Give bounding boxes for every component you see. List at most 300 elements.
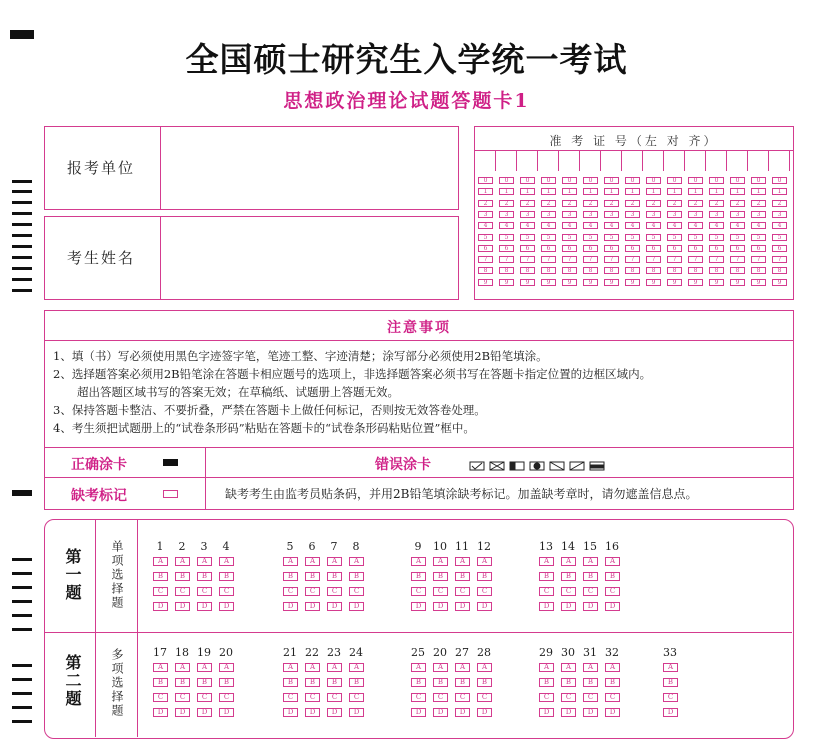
id-digit-bubble[interactable]: 9	[583, 279, 598, 286]
option-bubble[interactable]: C	[605, 693, 620, 702]
id-digit-bubble[interactable]: 2	[604, 200, 619, 207]
option-bubble[interactable]: D	[153, 602, 168, 611]
id-digit-bubble[interactable]: 0	[709, 177, 724, 184]
option-bubble[interactable]: A	[175, 663, 190, 672]
option-bubble[interactable]: D	[283, 602, 298, 611]
id-digit-bubble[interactable]: 2	[625, 200, 640, 207]
option-bubble[interactable]: D	[153, 708, 168, 717]
id-digit-bubble[interactable]: 8	[604, 267, 619, 274]
id-digit-bubble[interactable]: 3	[604, 211, 619, 218]
id-digit-bubble[interactable]: 9	[478, 279, 493, 286]
option-bubble[interactable]: C	[433, 587, 448, 596]
id-digit-bubble[interactable]: 6	[751, 245, 766, 252]
option-bubble[interactable]: C	[583, 587, 598, 596]
option-bubble[interactable]: B	[219, 572, 234, 581]
option-bubble[interactable]: A	[283, 557, 298, 566]
option-bubble[interactable]: B	[305, 678, 320, 687]
option-bubble[interactable]: D	[219, 708, 234, 717]
option-bubble[interactable]: A	[219, 663, 234, 672]
id-digit-bubble[interactable]: 6	[541, 245, 556, 252]
option-bubble[interactable]: B	[477, 572, 492, 581]
id-digit-bubble[interactable]: 7	[751, 256, 766, 263]
id-digit-bubble[interactable]: 8	[688, 267, 703, 274]
id-digit-bubble[interactable]: 5	[625, 234, 640, 241]
id-digit-bubble[interactable]: 1	[520, 188, 535, 195]
option-bubble[interactable]: B	[455, 572, 470, 581]
id-write-cell[interactable]	[770, 151, 790, 171]
option-bubble[interactable]: C	[433, 693, 448, 702]
id-digit-bubble[interactable]: 9	[625, 279, 640, 286]
option-bubble[interactable]: C	[349, 693, 364, 702]
option-bubble[interactable]: D	[219, 602, 234, 611]
option-bubble[interactable]: A	[583, 557, 598, 566]
id-digit-bubble[interactable]: 1	[646, 188, 661, 195]
option-bubble[interactable]: A	[349, 663, 364, 672]
id-digit-bubble[interactable]: 9	[646, 279, 661, 286]
id-digit-bubble[interactable]: 6	[625, 245, 640, 252]
id-digit-bubble[interactable]: 0	[646, 177, 661, 184]
id-write-cell[interactable]	[707, 151, 727, 171]
option-bubble[interactable]: A	[411, 663, 426, 672]
id-digit-bubble[interactable]: 4	[562, 222, 577, 229]
absent-mark-checkbox[interactable]	[163, 490, 178, 498]
option-bubble[interactable]: D	[455, 602, 470, 611]
id-digit-bubble[interactable]: 4	[520, 222, 535, 229]
id-digit-bubble[interactable]: 8	[751, 267, 766, 274]
id-digit-bubble[interactable]: 9	[520, 279, 535, 286]
id-digit-bubble[interactable]: 9	[730, 279, 745, 286]
option-bubble[interactable]: D	[477, 602, 492, 611]
option-bubble[interactable]: A	[153, 557, 168, 566]
option-bubble[interactable]: A	[455, 557, 470, 566]
id-digit-bubble[interactable]: 0	[730, 177, 745, 184]
id-digit-bubble[interactable]: 2	[520, 200, 535, 207]
id-digit-bubble[interactable]: 6	[646, 245, 661, 252]
option-bubble[interactable]: A	[327, 663, 342, 672]
option-bubble[interactable]: A	[477, 557, 492, 566]
option-bubble[interactable]: A	[175, 557, 190, 566]
option-bubble[interactable]: B	[561, 678, 576, 687]
id-digit-bubble[interactable]: 3	[751, 211, 766, 218]
option-bubble[interactable]: D	[455, 708, 470, 717]
id-digit-bubble[interactable]: 0	[688, 177, 703, 184]
option-bubble[interactable]: A	[305, 663, 320, 672]
id-digit-bubble[interactable]: 3	[625, 211, 640, 218]
id-digit-bubble[interactable]: 0	[667, 177, 682, 184]
option-bubble[interactable]: C	[477, 587, 492, 596]
option-bubble[interactable]: C	[219, 693, 234, 702]
option-bubble[interactable]: C	[175, 587, 190, 596]
id-digit-bubble[interactable]: 8	[499, 267, 514, 274]
option-bubble[interactable]: C	[153, 693, 168, 702]
id-digit-bubble[interactable]: 0	[604, 177, 619, 184]
option-bubble[interactable]: D	[583, 708, 598, 717]
option-bubble[interactable]: D	[583, 602, 598, 611]
id-digit-bubble[interactable]: 4	[625, 222, 640, 229]
id-digit-bubble[interactable]: 5	[772, 234, 787, 241]
option-bubble[interactable]: A	[283, 663, 298, 672]
option-bubble[interactable]: A	[477, 663, 492, 672]
id-digit-bubble[interactable]: 7	[625, 256, 640, 263]
id-digit-bubble[interactable]: 5	[520, 234, 535, 241]
option-bubble[interactable]: A	[539, 557, 554, 566]
id-digit-bubble[interactable]: 7	[478, 256, 493, 263]
id-digit-bubble[interactable]: 6	[709, 245, 724, 252]
id-digit-bubble[interactable]: 3	[772, 211, 787, 218]
id-digit-bubble[interactable]: 6	[667, 245, 682, 252]
id-digit-bubble[interactable]: 2	[772, 200, 787, 207]
option-bubble[interactable]: B	[283, 572, 298, 581]
option-bubble[interactable]: B	[539, 572, 554, 581]
option-bubble[interactable]: C	[455, 693, 470, 702]
option-bubble[interactable]: D	[175, 708, 190, 717]
id-digit-bubble[interactable]: 4	[772, 222, 787, 229]
option-bubble[interactable]: A	[219, 557, 234, 566]
id-digit-bubble[interactable]: 3	[478, 211, 493, 218]
id-digit-bubble[interactable]: 5	[730, 234, 745, 241]
option-bubble[interactable]: A	[561, 663, 576, 672]
id-digit-bubble[interactable]: 1	[688, 188, 703, 195]
id-digit-bubble[interactable]: 0	[583, 177, 598, 184]
id-digit-bubble[interactable]: 1	[583, 188, 598, 195]
option-bubble[interactable]: D	[411, 708, 426, 717]
option-bubble[interactable]: B	[477, 678, 492, 687]
id-digit-bubble[interactable]: 8	[562, 267, 577, 274]
id-digit-bubble[interactable]: 1	[772, 188, 787, 195]
option-bubble[interactable]: B	[305, 572, 320, 581]
option-bubble[interactable]: D	[349, 602, 364, 611]
id-digit-bubble[interactable]: 4	[709, 222, 724, 229]
id-digit-bubble[interactable]: 9	[751, 279, 766, 286]
id-digit-bubble[interactable]: 9	[688, 279, 703, 286]
id-digit-bubble[interactable]: 7	[562, 256, 577, 263]
id-digit-bubble[interactable]: 3	[541, 211, 556, 218]
option-bubble[interactable]: A	[605, 557, 620, 566]
id-digit-bubble[interactable]: 3	[667, 211, 682, 218]
id-digit-bubble[interactable]: 1	[709, 188, 724, 195]
id-digit-bubble[interactable]: 0	[751, 177, 766, 184]
id-digit-bubble[interactable]: 1	[499, 188, 514, 195]
id-digit-bubble[interactable]: 2	[730, 200, 745, 207]
option-bubble[interactable]: D	[539, 602, 554, 611]
option-bubble[interactable]: A	[433, 557, 448, 566]
id-digit-bubble[interactable]: 1	[625, 188, 640, 195]
id-digit-bubble[interactable]: 6	[688, 245, 703, 252]
id-digit-bubble[interactable]: 8	[520, 267, 535, 274]
option-bubble[interactable]: A	[411, 557, 426, 566]
id-digit-bubble[interactable]: 9	[667, 279, 682, 286]
option-bubble[interactable]: A	[605, 663, 620, 672]
id-digit-bubble[interactable]: 4	[478, 222, 493, 229]
id-digit-bubble[interactable]: 7	[541, 256, 556, 263]
id-digit-bubble[interactable]: 0	[562, 177, 577, 184]
option-bubble[interactable]: D	[411, 602, 426, 611]
option-bubble[interactable]: C	[305, 693, 320, 702]
option-bubble[interactable]: C	[283, 693, 298, 702]
id-digit-bubble[interactable]: 6	[478, 245, 493, 252]
option-bubble[interactable]: C	[411, 587, 426, 596]
id-write-cell[interactable]	[665, 151, 685, 171]
option-bubble[interactable]: C	[197, 587, 212, 596]
option-bubble[interactable]: A	[197, 557, 212, 566]
id-digit-bubble[interactable]: 3	[520, 211, 535, 218]
id-digit-bubble[interactable]: 4	[667, 222, 682, 229]
id-digit-bubble[interactable]: 5	[751, 234, 766, 241]
id-digit-bubble[interactable]: 5	[646, 234, 661, 241]
id-digit-bubble[interactable]: 8	[709, 267, 724, 274]
id-digit-bubble[interactable]: 5	[562, 234, 577, 241]
option-bubble[interactable]: B	[411, 572, 426, 581]
option-bubble[interactable]: A	[327, 557, 342, 566]
option-bubble[interactable]: D	[175, 602, 190, 611]
id-digit-bubble[interactable]: 8	[541, 267, 556, 274]
id-digit-bubble[interactable]: 2	[709, 200, 724, 207]
id-digit-bubble[interactable]: 0	[499, 177, 514, 184]
option-bubble[interactable]: D	[477, 708, 492, 717]
id-digit-bubble[interactable]: 4	[646, 222, 661, 229]
id-digit-bubble[interactable]: 5	[478, 234, 493, 241]
option-bubble[interactable]: C	[349, 587, 364, 596]
id-digit-bubble[interactable]: 8	[772, 267, 787, 274]
id-digit-bubble[interactable]: 1	[541, 188, 556, 195]
option-bubble[interactable]: C	[175, 693, 190, 702]
option-bubble[interactable]: C	[219, 587, 234, 596]
id-write-cell[interactable]	[644, 151, 664, 171]
id-write-cell[interactable]	[476, 151, 496, 171]
id-digit-bubble[interactable]: 7	[709, 256, 724, 263]
id-digit-bubble[interactable]: 7	[499, 256, 514, 263]
id-digit-bubble[interactable]: 3	[562, 211, 577, 218]
id-digit-bubble[interactable]: 1	[604, 188, 619, 195]
option-bubble[interactable]: C	[663, 693, 678, 702]
option-bubble[interactable]: B	[219, 678, 234, 687]
option-bubble[interactable]: B	[327, 572, 342, 581]
id-digit-bubble[interactable]: 4	[499, 222, 514, 229]
id-digit-bubble[interactable]: 5	[667, 234, 682, 241]
option-bubble[interactable]: A	[349, 557, 364, 566]
option-bubble[interactable]: D	[197, 708, 212, 717]
option-bubble[interactable]: D	[605, 708, 620, 717]
id-digit-bubble[interactable]: 2	[541, 200, 556, 207]
id-digit-bubble[interactable]: 2	[667, 200, 682, 207]
id-digit-bubble[interactable]: 6	[520, 245, 535, 252]
id-write-cell[interactable]	[728, 151, 748, 171]
id-digit-bubble[interactable]: 0	[625, 177, 640, 184]
option-bubble[interactable]: A	[197, 663, 212, 672]
option-bubble[interactable]: A	[583, 663, 598, 672]
option-bubble[interactable]: B	[349, 678, 364, 687]
id-digit-bubble[interactable]: 7	[646, 256, 661, 263]
id-digit-bubble[interactable]: 6	[604, 245, 619, 252]
option-bubble[interactable]: C	[153, 587, 168, 596]
id-digit-bubble[interactable]: 9	[562, 279, 577, 286]
id-digit-bubble[interactable]: 7	[520, 256, 535, 263]
option-bubble[interactable]: D	[327, 708, 342, 717]
id-digit-bubble[interactable]: 8	[667, 267, 682, 274]
id-digit-bubble[interactable]: 1	[478, 188, 493, 195]
option-bubble[interactable]: B	[197, 572, 212, 581]
option-bubble[interactable]: D	[433, 708, 448, 717]
option-bubble[interactable]: B	[175, 678, 190, 687]
id-digit-bubble[interactable]: 9	[499, 279, 514, 286]
id-digit-bubble[interactable]: 8	[646, 267, 661, 274]
id-digit-bubble[interactable]: 7	[604, 256, 619, 263]
option-bubble[interactable]: C	[561, 587, 576, 596]
id-digit-bubble[interactable]: 3	[730, 211, 745, 218]
option-bubble[interactable]: D	[197, 602, 212, 611]
id-digit-bubble[interactable]: 3	[583, 211, 598, 218]
id-digit-bubble[interactable]: 3	[709, 211, 724, 218]
option-bubble[interactable]: B	[283, 678, 298, 687]
option-bubble[interactable]: C	[283, 587, 298, 596]
option-bubble[interactable]: C	[561, 693, 576, 702]
id-digit-bubble[interactable]: 5	[583, 234, 598, 241]
option-bubble[interactable]: D	[605, 602, 620, 611]
option-bubble[interactable]: B	[411, 678, 426, 687]
id-digit-bubble[interactable]: 2	[646, 200, 661, 207]
id-digit-bubble[interactable]: 4	[541, 222, 556, 229]
id-digit-bubble[interactable]: 8	[730, 267, 745, 274]
id-digit-bubble[interactable]: 9	[604, 279, 619, 286]
option-bubble[interactable]: C	[477, 693, 492, 702]
option-bubble[interactable]: C	[539, 693, 554, 702]
id-digit-bubble[interactable]: 2	[562, 200, 577, 207]
option-bubble[interactable]: D	[283, 708, 298, 717]
option-bubble[interactable]: A	[455, 663, 470, 672]
id-digit-bubble[interactable]: 1	[562, 188, 577, 195]
option-bubble[interactable]: B	[561, 572, 576, 581]
id-digit-bubble[interactable]: 7	[730, 256, 745, 263]
option-bubble[interactable]: D	[539, 708, 554, 717]
id-digit-bubble[interactable]: 2	[688, 200, 703, 207]
option-bubble[interactable]: C	[455, 587, 470, 596]
option-bubble[interactable]: D	[433, 602, 448, 611]
option-bubble[interactable]: D	[305, 602, 320, 611]
option-bubble[interactable]: C	[327, 693, 342, 702]
id-write-cell[interactable]	[581, 151, 601, 171]
option-bubble[interactable]: A	[539, 663, 554, 672]
id-digit-bubble[interactable]: 2	[751, 200, 766, 207]
id-write-cell[interactable]	[518, 151, 538, 171]
id-digit-bubble[interactable]: 8	[478, 267, 493, 274]
id-digit-bubble[interactable]: 4	[583, 222, 598, 229]
id-write-cell[interactable]	[602, 151, 622, 171]
option-bubble[interactable]: B	[433, 678, 448, 687]
option-bubble[interactable]: C	[605, 587, 620, 596]
id-digit-bubble[interactable]: 0	[520, 177, 535, 184]
id-digit-bubble[interactable]: 7	[688, 256, 703, 263]
option-bubble[interactable]: D	[663, 708, 678, 717]
id-write-cell[interactable]	[686, 151, 706, 171]
option-bubble[interactable]: B	[539, 678, 554, 687]
option-bubble[interactable]: B	[153, 572, 168, 581]
id-digit-bubble[interactable]: 7	[667, 256, 682, 263]
option-bubble[interactable]: C	[583, 693, 598, 702]
id-write-cell[interactable]	[497, 151, 517, 171]
option-bubble[interactable]: B	[455, 678, 470, 687]
id-digit-bubble[interactable]: 0	[541, 177, 556, 184]
id-digit-bubble[interactable]: 2	[583, 200, 598, 207]
id-digit-bubble[interactable]: 1	[667, 188, 682, 195]
id-digit-bubble[interactable]: 9	[541, 279, 556, 286]
option-bubble[interactable]: C	[305, 587, 320, 596]
id-digit-bubble[interactable]: 3	[499, 211, 514, 218]
option-bubble[interactable]: B	[197, 678, 212, 687]
id-digit-bubble[interactable]: 6	[562, 245, 577, 252]
option-bubble[interactable]: A	[153, 663, 168, 672]
id-digit-bubble[interactable]: 6	[499, 245, 514, 252]
option-bubble[interactable]: D	[561, 708, 576, 717]
option-bubble[interactable]: C	[197, 693, 212, 702]
id-digit-bubble[interactable]: 2	[478, 200, 493, 207]
option-bubble[interactable]: A	[305, 557, 320, 566]
option-bubble[interactable]: B	[663, 678, 678, 687]
id-digit-bubble[interactable]: 4	[751, 222, 766, 229]
option-bubble[interactable]: D	[561, 602, 576, 611]
option-bubble[interactable]: C	[539, 587, 554, 596]
option-bubble[interactable]: D	[305, 708, 320, 717]
id-write-cell[interactable]	[539, 151, 559, 171]
id-digit-bubble[interactable]: 5	[499, 234, 514, 241]
option-bubble[interactable]: B	[605, 572, 620, 581]
id-digit-bubble[interactable]: 6	[583, 245, 598, 252]
id-write-cell[interactable]	[749, 151, 769, 171]
option-bubble[interactable]: C	[411, 693, 426, 702]
id-digit-bubble[interactable]: 5	[709, 234, 724, 241]
option-bubble[interactable]: C	[327, 587, 342, 596]
id-digit-bubble[interactable]: 2	[499, 200, 514, 207]
id-digit-bubble[interactable]: 8	[625, 267, 640, 274]
id-digit-bubble[interactable]: 9	[709, 279, 724, 286]
id-digit-bubble[interactable]: 4	[688, 222, 703, 229]
id-digit-bubble[interactable]: 6	[730, 245, 745, 252]
id-write-cell[interactable]	[623, 151, 643, 171]
id-digit-bubble[interactable]: 7	[772, 256, 787, 263]
option-bubble[interactable]: B	[605, 678, 620, 687]
id-digit-bubble[interactable]: 4	[730, 222, 745, 229]
exam-unit-box[interactable]	[44, 126, 459, 210]
id-digit-bubble[interactable]: 3	[688, 211, 703, 218]
option-bubble[interactable]: D	[327, 602, 342, 611]
id-digit-bubble[interactable]: 3	[646, 211, 661, 218]
id-digit-bubble[interactable]: 9	[772, 279, 787, 286]
option-bubble[interactable]: A	[663, 663, 678, 672]
id-write-cell[interactable]	[560, 151, 580, 171]
name-box[interactable]	[44, 216, 459, 300]
option-bubble[interactable]: B	[583, 572, 598, 581]
id-digit-bubble[interactable]: 0	[772, 177, 787, 184]
id-digit-bubble[interactable]: 5	[604, 234, 619, 241]
option-bubble[interactable]: D	[349, 708, 364, 717]
option-bubble[interactable]: B	[175, 572, 190, 581]
id-digit-bubble[interactable]: 4	[604, 222, 619, 229]
id-digit-bubble[interactable]: 1	[751, 188, 766, 195]
option-bubble[interactable]: B	[327, 678, 342, 687]
id-digit-bubble[interactable]: 7	[583, 256, 598, 263]
option-bubble[interactable]: B	[583, 678, 598, 687]
option-bubble[interactable]: B	[349, 572, 364, 581]
option-bubble[interactable]: B	[433, 572, 448, 581]
id-digit-bubble[interactable]: 5	[688, 234, 703, 241]
option-bubble[interactable]: B	[153, 678, 168, 687]
option-bubble[interactable]: A	[433, 663, 448, 672]
id-digit-bubble[interactable]: 8	[583, 267, 598, 274]
id-digit-bubble[interactable]: 1	[730, 188, 745, 195]
id-digit-bubble[interactable]: 6	[772, 245, 787, 252]
id-digit-bubble[interactable]: 0	[478, 177, 493, 184]
id-digit-bubble[interactable]: 5	[541, 234, 556, 241]
option-bubble[interactable]: A	[561, 557, 576, 566]
